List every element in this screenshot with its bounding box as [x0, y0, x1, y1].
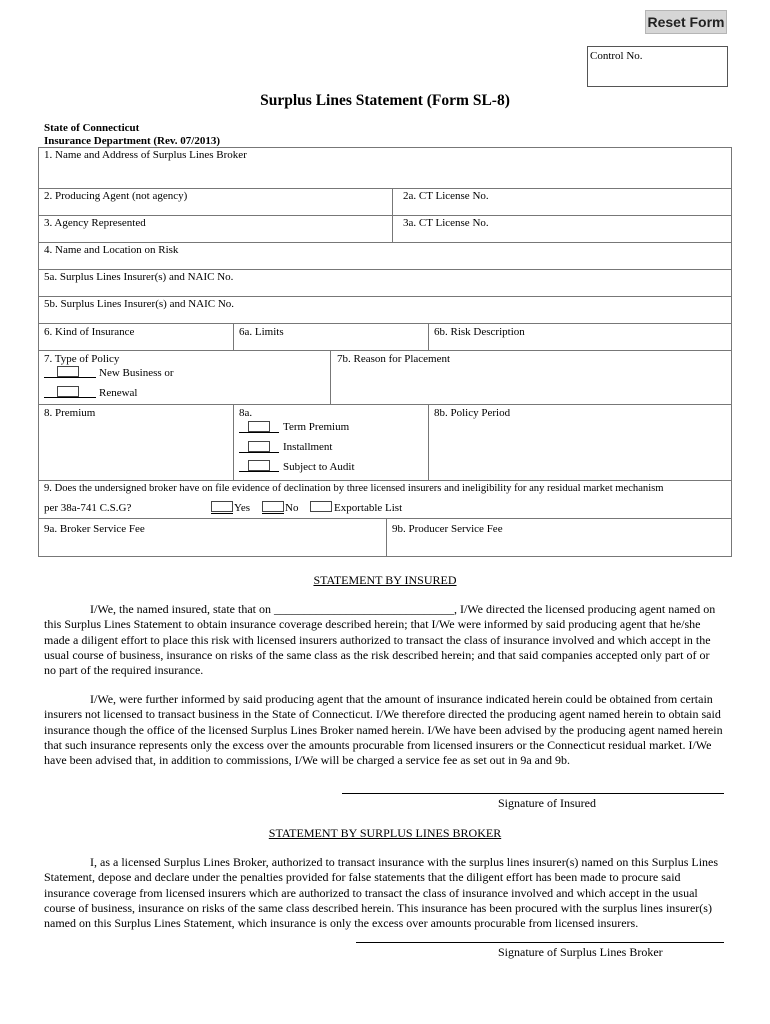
- renewal-label: Renewal: [99, 387, 138, 399]
- column-divider: [330, 350, 331, 404]
- yes-checkbox[interactable]: [211, 501, 233, 512]
- agency-license-field[interactable]: 3a. CT License No.: [403, 217, 489, 229]
- yes-underline: [211, 513, 233, 514]
- insurer-naic-field-b[interactable]: 5b. Surplus Lines Insurer(s) and NAIC No.: [44, 298, 235, 310]
- exportable-list-label: Exportable List: [334, 502, 403, 514]
- column-divider: [386, 518, 387, 557]
- premium-options-label: 8a.: [239, 407, 253, 419]
- broker-statement-heading: STATEMENT BY SURPLUS LINES BROKER: [268, 826, 502, 840]
- declination-statute: per 38a-741 C.S.G?: [44, 502, 132, 514]
- kind-of-insurance-field[interactable]: 6. Kind of Insurance: [44, 326, 135, 338]
- renewal-checkbox[interactable]: [57, 386, 79, 397]
- row-divider: [38, 480, 732, 481]
- row-divider: [38, 296, 732, 297]
- agency-represented-field[interactable]: 3. Agency Represented: [44, 217, 146, 229]
- policy-period-field[interactable]: 8b. Policy Period: [434, 407, 511, 419]
- row-divider: [38, 518, 732, 519]
- form-grid: [38, 147, 732, 557]
- insured-signature-label: Signature of Insured: [498, 796, 596, 810]
- insured-signature-line[interactable]: [342, 793, 724, 794]
- row-divider: [38, 404, 732, 405]
- no-checkbox[interactable]: [262, 501, 284, 512]
- yes-label: Yes: [234, 502, 251, 514]
- subject-to-audit-checkbox[interactable]: [248, 460, 270, 471]
- term-premium-underline: [239, 432, 279, 433]
- insurer-naic-field-a[interactable]: 5a. Surplus Lines Insurer(s) and NAIC No.: [44, 271, 234, 283]
- row-divider: [38, 242, 732, 243]
- reset-form-button[interactable]: Reset Form: [645, 10, 727, 34]
- broker-service-fee-field[interactable]: 9a. Broker Service Fee: [44, 523, 145, 535]
- new-business-underline: [44, 377, 96, 378]
- term-premium-checkbox[interactable]: [248, 421, 270, 432]
- installment-underline: [239, 452, 279, 453]
- risk-location-field[interactable]: 4. Name and Location on Risk: [44, 244, 179, 256]
- department-name: Insurance Department (Rev. 07/2013): [44, 135, 220, 147]
- reason-for-placement-field[interactable]: 7b. Reason for Placement: [337, 353, 451, 365]
- new-business-label: New Business or: [99, 367, 174, 379]
- state-name: State of Connecticut: [44, 122, 140, 134]
- column-divider: [392, 188, 393, 242]
- renewal-underline: [44, 397, 96, 398]
- agent-license-field[interactable]: 2a. CT License No.: [403, 190, 489, 202]
- no-label: No: [285, 502, 299, 514]
- subject-to-audit-underline: [239, 471, 279, 472]
- declination-question: 9. Does the undersigned broker have on file evidence of declination by three licensed insurers and ineligibility for any residual market mechanism: [44, 483, 664, 494]
- column-divider: [428, 404, 429, 480]
- control-number-label: Control No.: [590, 50, 643, 62]
- column-divider: [233, 323, 234, 350]
- column-divider: [233, 404, 234, 480]
- column-divider: [428, 323, 429, 350]
- row-divider: [38, 188, 732, 189]
- new-business-checkbox[interactable]: [57, 366, 79, 377]
- insured-statement-paragraph-1: I/We, the named insured, state that on ______________________________, I/We directed the licensed producing agent named on this Surplus Lines Statement to obtain insurance coverage described herein; that I/We were informed by said producing agent that he/she made a diligent effort to place this risk with licensed insurers authorized to transact the class of insurance involved and which accept in the usual course of business, insurance on risks of the same class as the risk described herein; and that said companies accepted only part of or no part of the required insurance.: [44, 602, 716, 678]
- broker-statement-paragraph: I, as a licensed Surplus Lines Broker, authorized to transact insurance with the surplus lines insurer(s) named on this Surplus Lines Statement, depose and declare under the penalties provided for false statements that the diligent effort has been made to procure said insurance coverage from licensed insurers which are authorized to transact the class of insurance involved and which accept in the usual course of business, insurance on risks of the same class described herein. This insurance has been procured with the surplus lines insurer(s) named on this Surplus Lines Statement, which insurance is only the excess over amounts procurable from licensed insurers.: [44, 855, 719, 931]
- installment-checkbox[interactable]: [248, 441, 270, 452]
- premium-field[interactable]: 8. Premium: [44, 407, 96, 419]
- insured-statement-heading: STATEMENT BY INSURED: [313, 573, 457, 587]
- type-of-policy-label: 7. Type of Policy: [44, 353, 120, 365]
- broker-name-address-field[interactable]: 1. Name and Address of Surplus Lines Broker: [44, 149, 247, 161]
- subject-to-audit-label: Subject to Audit: [283, 461, 355, 473]
- producer-service-fee-field[interactable]: 9b. Producer Service Fee: [392, 523, 503, 535]
- row-divider: [38, 269, 732, 270]
- limits-field[interactable]: 6a. Limits: [239, 326, 284, 338]
- row-divider: [38, 350, 732, 351]
- term-premium-label: Term Premium: [283, 421, 350, 433]
- insured-statement-paragraph-2: I/We, were further informed by said producing agent that the amount of insurance indicated herein could be obtained from certain insurers not licensed to transact business in the State of Connecticut. I/We therefore directed the producing agent named herein to obtain said insurance though the office of the licensed Surplus Lines Broker named herein. I/We have been advised by the producing agent named herein that such insurance represents only the excess over the amounts procurable from licensed insurers or the Connecticut residual market. I/We have been advised that, in addition to commissions, I/We will be charged a service fee as set out in 9a and 9b.: [44, 692, 723, 768]
- risk-description-field[interactable]: 6b. Risk Description: [434, 326, 525, 338]
- installment-label: Installment: [283, 441, 333, 453]
- broker-signature-line[interactable]: [356, 942, 724, 943]
- no-underline: [262, 513, 284, 514]
- exportable-list-checkbox[interactable]: [310, 501, 332, 512]
- control-number-field[interactable]: [587, 46, 728, 87]
- producing-agent-field[interactable]: 2. Producing Agent (not agency): [44, 190, 188, 202]
- row-divider: [38, 215, 732, 216]
- broker-signature-label: Signature of Surplus Lines Broker: [498, 945, 663, 959]
- row-divider: [38, 323, 732, 324]
- form-title: Surplus Lines Statement (Form SL-8): [260, 92, 510, 109]
